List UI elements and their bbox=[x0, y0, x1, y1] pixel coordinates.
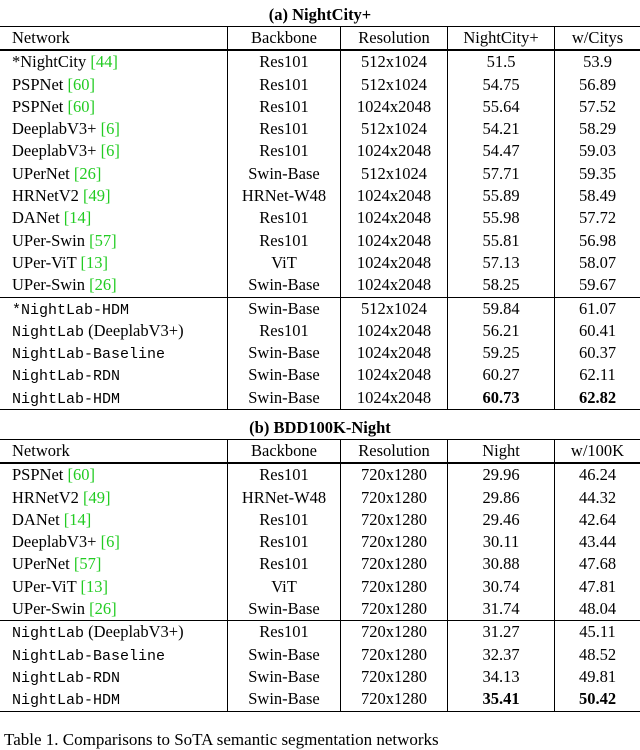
resolution-cell: 512x1024 bbox=[341, 74, 448, 96]
resolution-cell: 1024x2048 bbox=[341, 185, 448, 207]
metric2-cell: 62.11 bbox=[579, 365, 616, 385]
resolution-cell: 720x1280 bbox=[341, 509, 448, 531]
table-row bbox=[0, 644, 640, 666]
metric2-cell: 43.44 bbox=[578, 532, 617, 552]
citation-ref: [60] bbox=[67, 96, 95, 116]
citation-ref: [26] bbox=[89, 275, 117, 295]
table-row bbox=[0, 298, 640, 320]
method-name: UPer-Swin bbox=[12, 275, 90, 295]
method-name: UPerNet bbox=[12, 554, 74, 574]
table-row bbox=[0, 252, 640, 274]
backbone-cell: Res101 bbox=[228, 96, 341, 118]
table-row bbox=[0, 118, 640, 140]
backbone-cell: Res101 bbox=[228, 230, 341, 252]
table-row bbox=[0, 320, 640, 342]
metric2-cell: 56.98 bbox=[578, 230, 617, 250]
backbone-cell: Res101 bbox=[228, 118, 341, 140]
method-name: DANet bbox=[12, 509, 64, 529]
metric1-cell: 29.46 bbox=[448, 509, 555, 531]
metric1-cell: 34.13 bbox=[448, 666, 555, 688]
backbone-cell: Swin-Base bbox=[228, 163, 341, 185]
metric1-cell: 55.64 bbox=[448, 96, 555, 118]
metric2-cell: 50.42 bbox=[578, 689, 617, 709]
method-name: DANet bbox=[12, 208, 64, 228]
backbone-cell: HRNet-W48 bbox=[228, 185, 341, 207]
network-cell bbox=[0, 342, 228, 364]
table-row bbox=[0, 387, 640, 409]
network-cell bbox=[0, 666, 228, 688]
resolution-cell: 1024x2048 bbox=[341, 140, 448, 162]
table-bdd100k-night bbox=[0, 417, 640, 712]
method-name: PSPNet bbox=[12, 96, 68, 116]
network-cell bbox=[0, 509, 228, 531]
method-name: DeeplabV3+ bbox=[12, 119, 101, 139]
citation-ref: [6] bbox=[100, 141, 120, 161]
table-row bbox=[0, 74, 640, 96]
resolution-cell: 1024x2048 bbox=[341, 252, 448, 274]
table-row bbox=[0, 464, 640, 486]
resolution-cell: 512x1024 bbox=[341, 118, 448, 140]
metric2-cell: 47.68 bbox=[578, 554, 617, 574]
header-resolution: Resolution bbox=[341, 440, 448, 462]
network-cell bbox=[0, 531, 228, 553]
metric2-cell: 58.29 bbox=[578, 119, 617, 139]
header-row bbox=[0, 440, 640, 462]
metric1-cell: 56.21 bbox=[448, 320, 555, 342]
metric2-cell: 59.35 bbox=[578, 163, 617, 183]
resolution-cell: 512x1024 bbox=[341, 163, 448, 185]
resolution-cell: 720x1280 bbox=[341, 531, 448, 553]
metric1-cell: 55.81 bbox=[448, 230, 555, 252]
table-row bbox=[0, 51, 640, 73]
table-row bbox=[0, 553, 640, 575]
citation-ref: [49] bbox=[83, 487, 111, 507]
network-cell bbox=[0, 464, 228, 486]
backbone-cell: Res101 bbox=[228, 320, 341, 342]
network-cell bbox=[0, 74, 228, 96]
backbone-cell: Res101 bbox=[228, 621, 341, 643]
method-name: UPer-ViT bbox=[12, 252, 81, 272]
method-suffix: (DeeplabV3+) bbox=[84, 622, 184, 642]
resolution-cell: 1024x2048 bbox=[341, 320, 448, 342]
table-row bbox=[0, 621, 640, 643]
citation-ref: [13] bbox=[80, 576, 108, 596]
metric1-cell: 57.71 bbox=[448, 163, 555, 185]
metric2-cell: 49.81 bbox=[578, 666, 617, 686]
citation-ref: [49] bbox=[83, 186, 111, 206]
method-name: UPer-Swin bbox=[12, 599, 90, 619]
table-row bbox=[0, 666, 640, 688]
backbone-cell: Swin-Base bbox=[228, 387, 341, 409]
header-network: Network bbox=[0, 440, 228, 462]
network-cell bbox=[0, 320, 228, 342]
metric1-cell: 54.21 bbox=[448, 118, 555, 140]
metric1-cell: 58.25 bbox=[448, 274, 555, 296]
metric2-cell: 48.52 bbox=[578, 644, 617, 664]
metric1-cell: 51.5 bbox=[448, 51, 555, 73]
table-row bbox=[0, 342, 640, 364]
metric2-cell: 58.07 bbox=[578, 252, 617, 272]
resolution-cell: 512x1024 bbox=[341, 298, 448, 320]
resolution-cell: 1024x2048 bbox=[341, 364, 448, 386]
table-title: (b) BDD100K-Night bbox=[249, 418, 391, 437]
method-name: NightLab bbox=[12, 323, 85, 341]
method-name: PSPNet bbox=[12, 74, 68, 94]
header-resolution: Resolution bbox=[341, 27, 448, 49]
backbone-cell: Res101 bbox=[228, 207, 341, 229]
metric2-cell: 58.49 bbox=[578, 186, 617, 206]
table-row bbox=[0, 185, 640, 207]
table-row bbox=[0, 140, 640, 162]
backbone-cell: Swin-Base bbox=[228, 688, 341, 710]
baseline-rows bbox=[0, 464, 640, 620]
header-row bbox=[0, 27, 640, 49]
header-network: Network bbox=[0, 27, 228, 49]
backbone-cell: Swin-Base bbox=[228, 666, 341, 688]
network-cell bbox=[0, 298, 228, 320]
method-name: HRNetV2 bbox=[12, 487, 84, 507]
citation-ref: [14] bbox=[63, 208, 92, 228]
header-metric2: w/Citys bbox=[571, 28, 624, 47]
table-caption: Table 1. Comparisons to SoTA semantic segmentation networks bbox=[4, 730, 439, 749]
table-row bbox=[0, 509, 640, 531]
metric2-cell: 59.67 bbox=[578, 275, 617, 295]
method-name: UPer-ViT bbox=[12, 576, 81, 596]
metric1-cell: 59.25 bbox=[448, 342, 555, 364]
method-suffix: (DeeplabV3+) bbox=[84, 320, 184, 340]
table-row bbox=[0, 207, 640, 229]
citation-ref: [26] bbox=[89, 599, 117, 619]
method-name: NightLab-Baseline bbox=[12, 647, 166, 665]
header-backbone: Backbone bbox=[228, 27, 341, 49]
network-cell bbox=[0, 185, 228, 207]
metric2-cell: 60.37 bbox=[578, 343, 617, 363]
network-cell bbox=[0, 140, 228, 162]
table-title: (a) NightCity+ bbox=[268, 5, 372, 24]
metric2-cell: 62.82 bbox=[578, 387, 617, 407]
metric1-cell: 29.86 bbox=[448, 487, 555, 509]
backbone-cell: ViT bbox=[228, 576, 341, 598]
metric1-cell: 55.89 bbox=[448, 185, 555, 207]
citation-ref: [60] bbox=[67, 74, 95, 94]
method-name: PSPNet bbox=[12, 465, 68, 485]
metric1-cell: 55.98 bbox=[448, 207, 555, 229]
method-name: NightLab-HDM bbox=[12, 692, 121, 710]
resolution-cell: 1024x2048 bbox=[341, 387, 448, 409]
resolution-cell: 720x1280 bbox=[341, 644, 448, 666]
table-row bbox=[0, 688, 640, 710]
table-nightcity bbox=[0, 4, 640, 410]
metric1-cell: 35.41 bbox=[448, 688, 555, 710]
method-name: NightLab-Baseline bbox=[12, 346, 166, 364]
metric1-cell: 54.47 bbox=[448, 140, 555, 162]
network-cell bbox=[0, 387, 228, 409]
backbone-cell: Swin-Base bbox=[228, 364, 341, 386]
resolution-cell: 720x1280 bbox=[341, 621, 448, 643]
metric2-cell: 61.07 bbox=[578, 298, 617, 318]
metric2-cell: 46.24 bbox=[578, 465, 617, 485]
network-cell bbox=[0, 96, 228, 118]
resolution-cell: 720x1280 bbox=[341, 598, 448, 620]
metric2-cell: 42.64 bbox=[578, 509, 617, 529]
header-metric1: Night bbox=[448, 440, 555, 462]
network-cell bbox=[0, 364, 228, 386]
table-row bbox=[0, 163, 640, 185]
method-name: NightLab-HDM bbox=[12, 390, 121, 408]
baseline-rows bbox=[0, 51, 640, 296]
backbone-cell: Res101 bbox=[228, 140, 341, 162]
network-cell bbox=[0, 553, 228, 575]
metric1-cell: 59.84 bbox=[448, 298, 555, 320]
citation-ref: [26] bbox=[73, 163, 102, 183]
metric1-cell: 30.74 bbox=[448, 576, 555, 598]
metric1-cell: 32.37 bbox=[448, 644, 555, 666]
table-row bbox=[0, 531, 640, 553]
backbone-cell: Res101 bbox=[228, 51, 341, 73]
metric2-cell: 48.04 bbox=[578, 599, 617, 619]
citation-ref: [44] bbox=[90, 52, 118, 72]
citation-ref: [6] bbox=[100, 119, 120, 139]
network-cell bbox=[0, 230, 228, 252]
network-cell bbox=[0, 252, 228, 274]
backbone-cell: Swin-Base bbox=[228, 298, 341, 320]
method-name: DeeplabV3+ bbox=[12, 141, 101, 161]
backbone-cell: Res101 bbox=[228, 74, 341, 96]
citation-ref: [57] bbox=[73, 554, 102, 574]
citation-ref: [6] bbox=[100, 532, 120, 552]
resolution-cell: 1024x2048 bbox=[341, 342, 448, 364]
metric2-cell: 53.9 bbox=[583, 52, 612, 72]
network-cell bbox=[0, 487, 228, 509]
method-name: HRNetV2 bbox=[12, 186, 84, 206]
metric1-cell: 60.73 bbox=[448, 387, 555, 409]
bottom-rule bbox=[0, 409, 640, 410]
metric2-cell: 47.81 bbox=[578, 576, 617, 596]
backbone-cell: Swin-Base bbox=[228, 598, 341, 620]
citation-ref: [57] bbox=[89, 230, 117, 250]
header-metric1: NightCity+ bbox=[448, 27, 555, 49]
table-row bbox=[0, 598, 640, 620]
network-cell bbox=[0, 688, 228, 710]
table-row bbox=[0, 96, 640, 118]
method-name: UPer-Swin bbox=[12, 230, 90, 250]
network-cell bbox=[0, 644, 228, 666]
metric2-cell: 56.89 bbox=[578, 74, 617, 94]
metric2-cell: 57.72 bbox=[578, 208, 617, 228]
backbone-cell: Res101 bbox=[228, 553, 341, 575]
metric1-cell: 29.96 bbox=[448, 464, 555, 486]
metric1-cell: 57.13 bbox=[448, 252, 555, 274]
resolution-cell: 512x1024 bbox=[341, 51, 448, 73]
resolution-cell: 720x1280 bbox=[341, 666, 448, 688]
backbone-cell: Swin-Base bbox=[228, 274, 341, 296]
table-row bbox=[0, 576, 640, 598]
network-cell bbox=[0, 621, 228, 643]
network-cell bbox=[0, 207, 228, 229]
method-name: *NightLab-HDM bbox=[12, 301, 130, 319]
method-name: NightLab-RDN bbox=[12, 368, 121, 386]
metric1-cell: 30.11 bbox=[448, 531, 555, 553]
citation-ref: [13] bbox=[80, 252, 108, 272]
metric2-cell: 57.52 bbox=[578, 96, 617, 116]
network-cell bbox=[0, 163, 228, 185]
citation-ref: [14] bbox=[63, 509, 92, 529]
metric2-cell: 59.03 bbox=[578, 141, 617, 161]
resolution-cell: 720x1280 bbox=[341, 688, 448, 710]
method-name: *NightCity bbox=[12, 52, 91, 72]
backbone-cell: Res101 bbox=[228, 509, 341, 531]
metric1-cell: 31.27 bbox=[448, 621, 555, 643]
method-name: NightLab-RDN bbox=[12, 669, 121, 687]
metric2-cell: 45.11 bbox=[579, 622, 616, 642]
table-row bbox=[0, 364, 640, 386]
metric1-cell: 54.75 bbox=[448, 74, 555, 96]
backbone-cell: ViT bbox=[228, 252, 341, 274]
resolution-cell: 720x1280 bbox=[341, 576, 448, 598]
ours-rows bbox=[0, 621, 640, 710]
network-cell bbox=[0, 576, 228, 598]
table-row bbox=[0, 230, 640, 252]
method-name: UPerNet bbox=[12, 163, 74, 183]
resolution-cell: 720x1280 bbox=[341, 464, 448, 486]
table-row bbox=[0, 274, 640, 296]
method-name: NightLab bbox=[12, 625, 85, 643]
network-cell bbox=[0, 51, 228, 73]
header-metric2: w/100K bbox=[570, 441, 625, 460]
resolution-cell: 1024x2048 bbox=[341, 96, 448, 118]
metric1-cell: 31.74 bbox=[448, 598, 555, 620]
network-cell bbox=[0, 598, 228, 620]
backbone-cell: Swin-Base bbox=[228, 342, 341, 364]
resolution-cell: 1024x2048 bbox=[341, 230, 448, 252]
resolution-cell: 720x1280 bbox=[341, 553, 448, 575]
resolution-cell: 1024x2048 bbox=[341, 207, 448, 229]
method-name: DeeplabV3+ bbox=[12, 532, 101, 552]
backbone-cell: HRNet-W48 bbox=[228, 487, 341, 509]
network-cell bbox=[0, 118, 228, 140]
ours-rows bbox=[0, 298, 640, 409]
metric1-cell: 30.88 bbox=[448, 553, 555, 575]
metric2-cell: 60.41 bbox=[578, 320, 617, 340]
resolution-cell: 1024x2048 bbox=[341, 274, 448, 296]
table-row bbox=[0, 487, 640, 509]
backbone-cell: Res101 bbox=[228, 531, 341, 553]
citation-ref: [60] bbox=[67, 465, 95, 485]
metric2-cell: 44.32 bbox=[578, 487, 617, 507]
resolution-cell: 720x1280 bbox=[341, 487, 448, 509]
backbone-cell: Res101 bbox=[228, 464, 341, 486]
backbone-cell: Swin-Base bbox=[228, 644, 341, 666]
network-cell bbox=[0, 274, 228, 296]
header-backbone: Backbone bbox=[228, 440, 341, 462]
metric1-cell: 60.27 bbox=[448, 364, 555, 386]
